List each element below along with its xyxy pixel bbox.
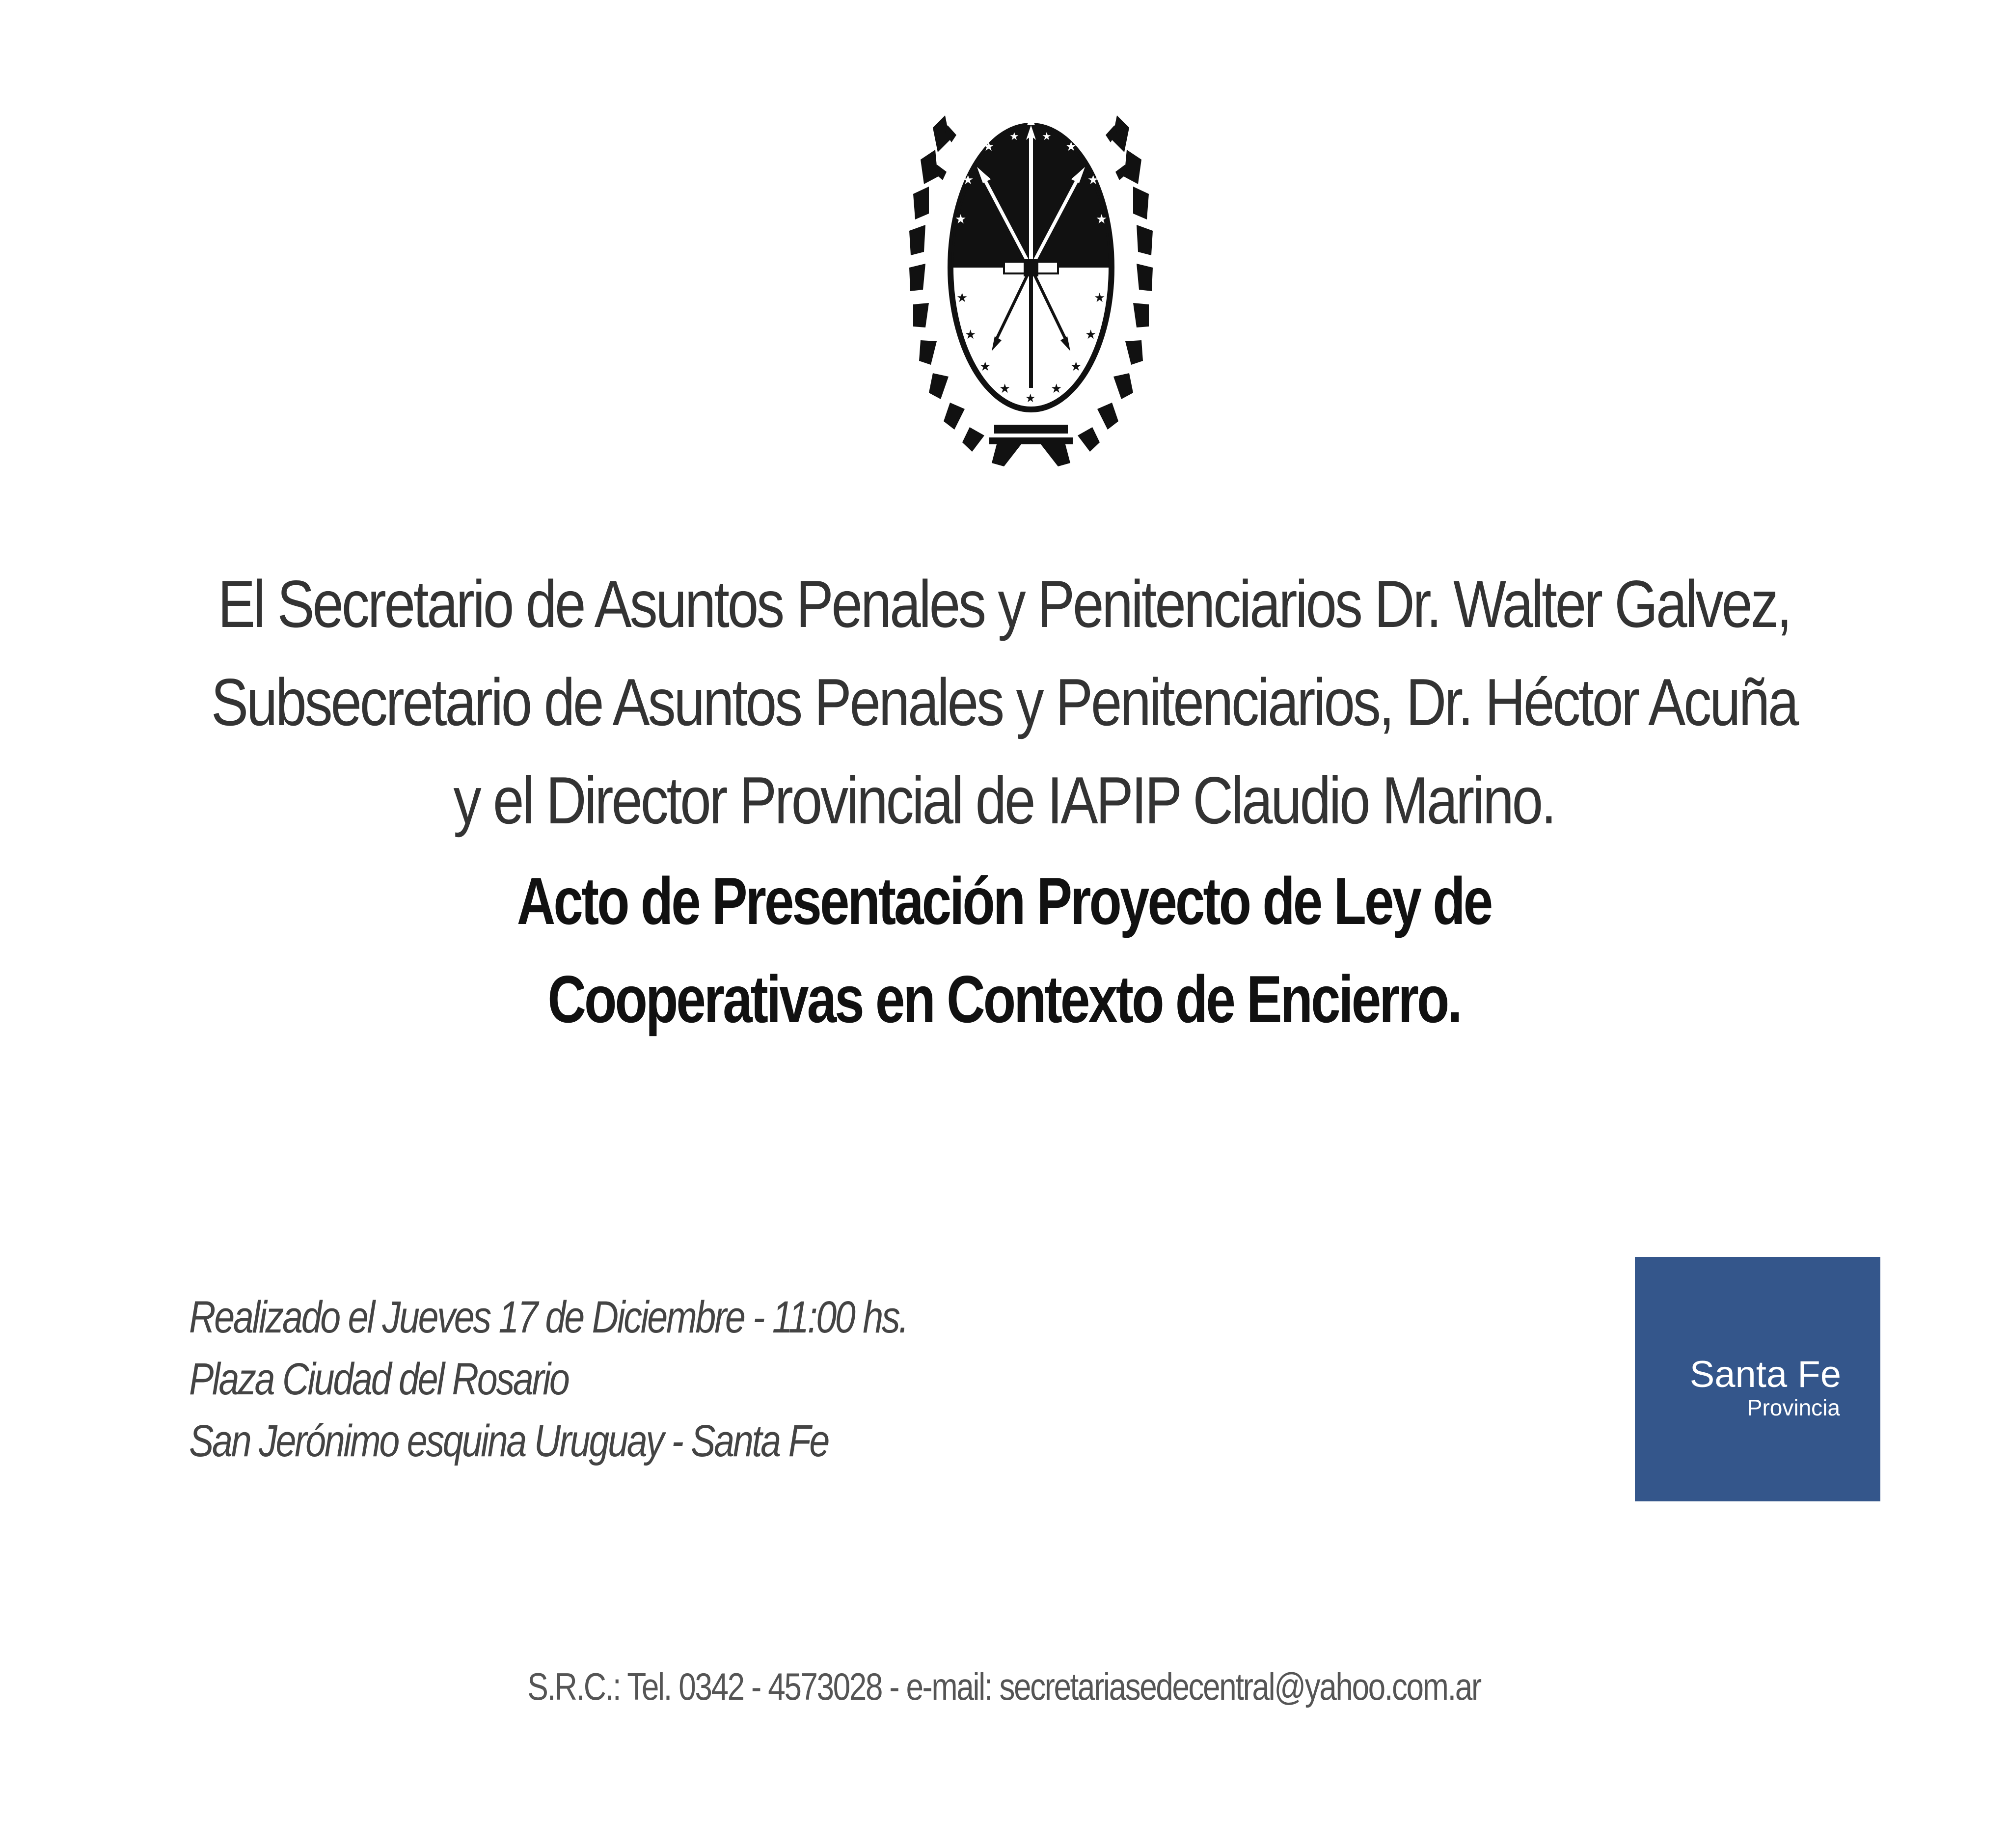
- ribbon: [989, 425, 1073, 466]
- svg-text:★: ★: [1085, 327, 1097, 342]
- svg-text:★: ★: [999, 381, 1011, 396]
- svg-text:★: ★: [1094, 291, 1106, 305]
- coat-of-arms-icon: [898, 106, 1164, 469]
- intro-line-1: El Secretario de Asuntos Penales y Penitenciarios Dr. Walter Galvez,: [217, 567, 1791, 641]
- svg-text:★: ★: [1042, 131, 1052, 143]
- svg-text:★: ★: [1065, 139, 1077, 154]
- headline-line-1: Acto de Presentación Proyecto de Ley de: [516, 864, 1492, 938]
- svg-text:★: ★: [983, 139, 995, 154]
- event-place: Plaza Ciudad del Rosario: [189, 1354, 569, 1404]
- svg-text:★: ★: [955, 212, 967, 227]
- event-address: San Jerónimo esquina Uruguay - Santa Fe: [189, 1416, 829, 1466]
- svg-text:★: ★: [1087, 173, 1099, 188]
- santa-fe-provincia-logo: [1635, 1257, 1880, 1501]
- svg-text:★: ★: [962, 173, 974, 188]
- svg-text:★: ★: [1096, 212, 1108, 227]
- svg-text:★: ★: [1051, 381, 1062, 396]
- svg-text:★: ★: [1025, 391, 1036, 405]
- intro-paragraph: [161, 555, 1847, 849]
- event-headline: [201, 852, 1807, 1048]
- headline-line-2: Cooperativas en Contexto de Encierro.: [547, 962, 1461, 1036]
- event-date-time: Realizado el Jueves 17 de Diciembre - 11:00 hs.: [189, 1292, 908, 1342]
- event-details: [189, 1286, 994, 1472]
- svg-text:★: ★: [979, 359, 991, 374]
- svg-text:★: ★: [1070, 359, 1082, 374]
- intro-line-2: Subsecretario de Asuntos Penales y Penitenciarios, Dr. Héctor Acuña: [211, 665, 1797, 739]
- intro-line-3: y el Director Provincial de IAPIP Claudio Marino.: [453, 763, 1555, 838]
- svg-text:★: ★: [965, 327, 977, 342]
- logo-subtitle: Provincia: [1747, 1395, 1840, 1420]
- svg-text:★: ★: [956, 291, 968, 305]
- contact-footer: S.R.C.: Tel. 0342 - 4573028 - e-mail: secretariasedecentral@yahoo.com.ar: [527, 1665, 1481, 1708]
- logo-title: Santa Fe: [1689, 1354, 1841, 1395]
- svg-text:★: ★: [1009, 131, 1019, 143]
- shield: [948, 114, 1114, 412]
